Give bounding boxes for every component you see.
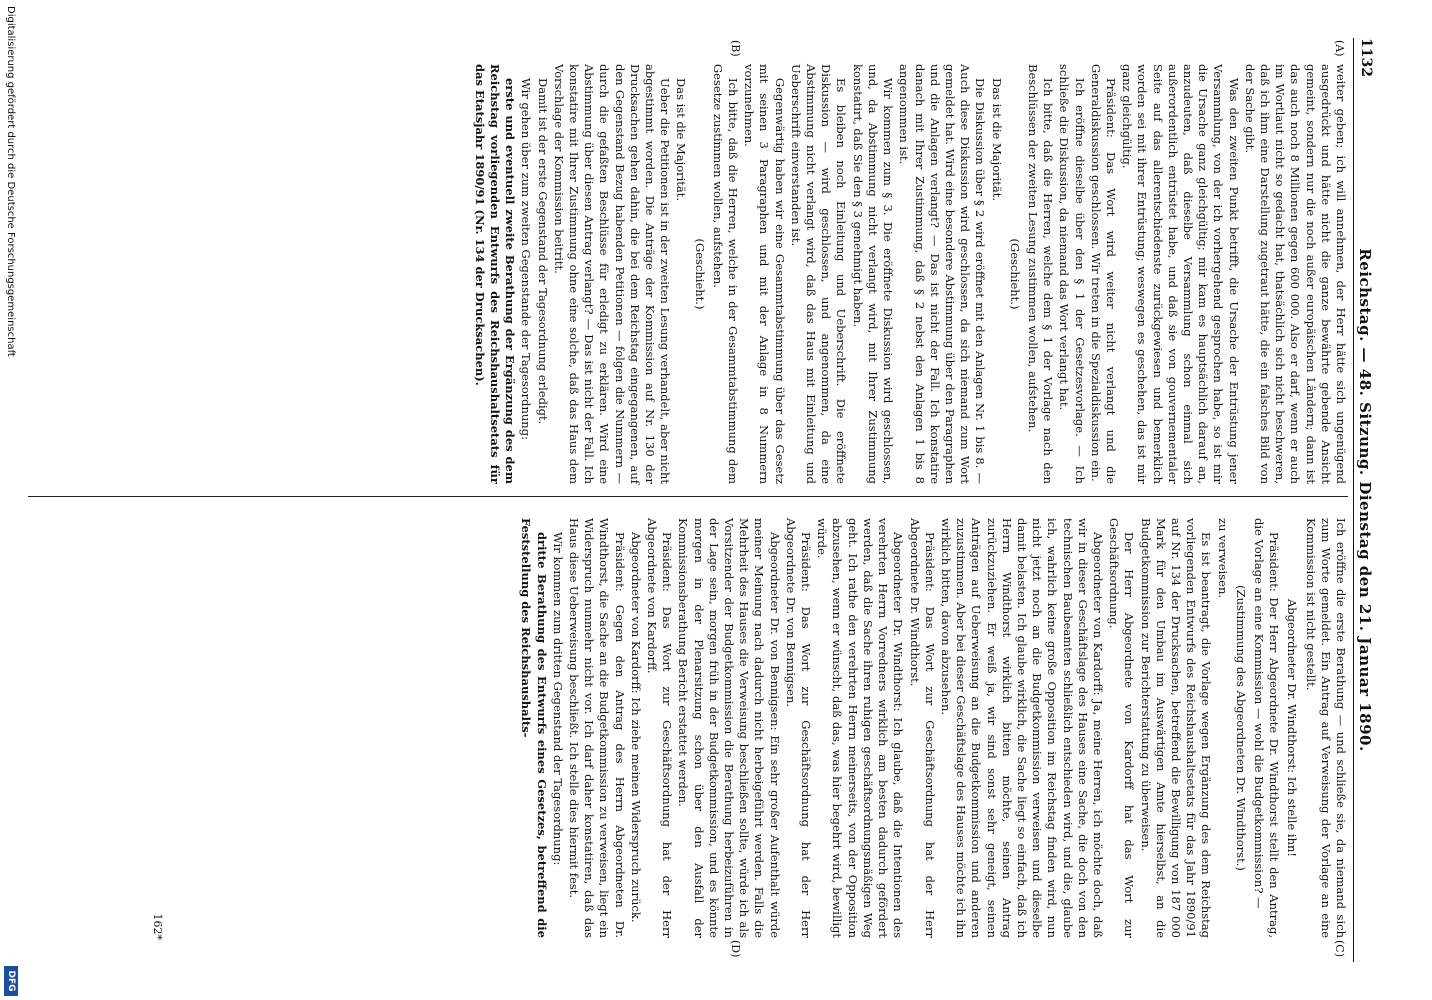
stage-direction: Abgeordneter Dr. Windthorst: Ich stelle ihn! [1285, 598, 1300, 858]
margin-mark-a: (A) [1333, 40, 1346, 57]
page-header [1353, 38, 1376, 962]
paragraph: weiter geben; ich will annehmen, der Herr hätte sich ungenügend ausgedrückt und hätte nicht die ganze bewährte gebende Ansicht gemeint, sondern nur die noch außer europäischen Ländern; dann ist das auch noch 8 Millionen gegen 600 000. Also er darf, wenn er auch im Wortlaut nicht so gedacht hat, thatsächlich sich nicht beschweren, daß ich ihm eine Darstellung zugetraut hätte, die ein falsches Bild von der Sache gibt. [1242, 64, 1348, 484]
paragraph: Gegenwärtig haben wir eine Gesammtabstimmung über das Gesetz mit seinen 3 Paragraphen und mit der Anlage in 8 Nummern vorzunehmen. [742, 64, 787, 484]
paragraph: Wir kommen zum § 3. Die eröffnete Diskussion wird geschlossen, und, da Abstimmung nicht verlangt wird, mit Ihrer Zustimmung konstatirt, daß Sie den § 3 genehmigt haben. [850, 64, 896, 484]
digitization-credit: Digitalisierung gefördert durch die Deutsche Forschungsgemeinschaft [5, 6, 16, 357]
paragraph: Ich eröffne dieselbe über den § 1 der Gesetzesvorlage. — Ich schließe die Diskussion, da niemand das Wort verlangt hat. [1057, 64, 1087, 484]
paragraph: Präsident: Gegen den Antrag des Herrn Abgeordneten Dr. Windthorst, die Sache an die Budgetkommission zu verweisen, liegt ein Widerspruch nunmehr nicht vor. Ich darf daher konstatiren, daß das Haus diese Ueberweisung beschließt. Ich stelle dies hiermit fest. [567, 518, 627, 938]
paragraph: dritte Berathung des Entwurfs eines Gesetzes, betreffend die Feststellung des Reichshaushalts- [519, 518, 549, 938]
stage-direction: (Zustimmung des Abgeordneten Dr. Windthorst.) [1233, 585, 1248, 871]
paragraph: Präsident: Das Wort zur Geschäftsordnung hat der Herr Abgeordnete von Kardorff. [645, 518, 675, 938]
paragraph: Das ist die Majorität. [989, 78, 1004, 202]
paragraph: erste und eventuell zweite Berathung der Ergänzung des dem Reichstag vorliegenden Entwurfs des Reichshaushaltsetats für das Etatsjahr 1890/91 (Nr. 134 der Drucksachen). [472, 64, 518, 484]
paragraph: Das ist die Majorität. [674, 78, 689, 202]
margin-mark-d: (D) [729, 940, 742, 958]
paragraph: Präsident: Das Wort zur Geschäftsordnung hat der Herr Abgeordnete Dr. Windthorst. [907, 518, 937, 938]
paragraph: Was den zweiten Punkt betrifft, die Ursache der Entrüstung jener Versammlung, von der ich vorhergehend gesprochen habe, so ist mir die Ursache ganz gleichgültig; mir kam es hauptsächlich darauf an, anzudeuten, daß dieselbe Versammlung schon einmal sich außerordentlich entrüstet habe, und daß sie von gouvernementaler Seite auf das allerentschiedenste zurückgewiesen und bemerklich worden sei mit ihrer Entrüstung; weswegen es geschehen, das ist mir ganz gleichgültig. [1120, 64, 1241, 484]
column-divider [28, 496, 1348, 497]
paragraph: Präsident: Das Wort zur Geschäftsordnung hat der Herr Abgeordnete Dr. von Bennigsen. [783, 518, 814, 938]
paragraph: Ich eröffne die erste Berathung — und schließe sie, da niemand sich zum Worte gemeldet. Ein Antrag auf Verweisung der Vorlage an eine Kommission ist nicht gestellt. [1303, 518, 1348, 938]
stage-direction: (Geschieht.) [692, 238, 707, 310]
stage-direction: (Geschieht.) [1007, 238, 1022, 310]
right-text-column [517, 518, 1348, 938]
margin-mark-c: (C) [1333, 940, 1346, 957]
paragraph: Ich bitte, daß die Herren, welche dem § 1 der Vorlage nach den Beschlüssen der zweiten Lesung zustimmen wollen, aufstehen. [1025, 64, 1056, 484]
left-text-column [471, 64, 1348, 484]
paragraph: Der Herr Abgeordnete von Kardorff hat das Wort zur Geschäftsordnung. [1107, 518, 1137, 938]
paragraph: Abgeordneter Dr. von Bennigsen: Ein sehr großer Aufenthalt würde meiner Meinung nach dadurch nicht herbeigeführt werden. Falls die Mehrheit des Hauses die Verweisung beschließen sollte, würde ich als Vorsitzender der Budgetkommission die Berathung herbeizuführen in der Lage sein, morgen früh in der Budgetkommission, und es könnte morgen in der Plenarsitzung schon über den Ausfall der Kommissionsberathung Bericht erstattet werden. [676, 518, 782, 938]
paragraph: Präsident: Das Wort wird weiter nicht verlangt und die Generaldiskussion geschlossen. Wir treten in die Spezialdiskussion ein. [1088, 64, 1118, 484]
paragraph: Ich bitte, daß die Herren, welche in der Gesammtabstimmung dem Gesetze zustimmen wollen, aufstehen. [710, 64, 741, 484]
page-signature: 162* [151, 913, 164, 940]
page-number-left: 1132 [1358, 38, 1374, 77]
paragraph: Abgeordneter Dr. Windthorst: Ich glaube, daß die Intentionen des verehrten Herrn Vorredners wirklich am besten dadurch gefördert werden, daß die Sache ihren ruhigen geschäftsordnungsmäßigen Weg geht. Ich rathe den verehrten Herrn meinerseits, von der Opposition abzusehen, wenn er wünscht, daß das, was hier begehrt wird, bewilligt würde. [815, 518, 906, 938]
paragraph: zu verweisen. [1215, 518, 1230, 599]
paragraph: Die Diskussion über § 2 wird eröffnet mit den Anlagen Nr. 1 bis 8. — Auch diese Diskussion wird geschlossen, da sich niemand zum Wort gemeldet hat. Wird eine besondere Abstimmung über den Paragraphen und die Anlagen verlangt? — Das ist nicht der Fall. Ich konstatire danach mit Ihrer Zustimmung, daß § 2 nebst den Anlagen 1 bis 8 angenommen ist. [897, 64, 988, 484]
paragraph: Es ist beantragt, die Vorlage wegen Ergänzung des dem Reichstag vorliegenden Entwurfs des Reichshaushaltsetats für das Jahr 1890/91 auf Nr. 134 der Drucksachen, betreffend die Bewilligung von 187 000 Mark für den Umbau im Auswärtigen Amte hierselbst, an die Budgetkommission zur Berichterstattung zu überweisen. [1138, 518, 1214, 938]
paragraph: Damit ist der erste Gegenstand der Tagesordnung erledigt. [535, 78, 550, 425]
paragraph: Ueber die Petitionen ist in der zweiten Lesung verhandelt, aber nicht abgestimmt worden. Die Anträge der Kommission auf Nr. 130 der Drucksachen gehen dahin, die bei dem Reichstag eingegangenen, auf den Gegenstand Bezug habenden Petitionen — folgen die Nummern — durch die gefaßten Beschlüsse für erledigt zu erklären. Wird eine Abstimmung über diesen Antrag verlangt? — Das ist nicht der Fall. Ich konstatire mit Ihrer Zustimmung ohne eine solche, daß das Haus dem Vorschlage der Kommission beitritt. [551, 64, 673, 484]
paragraph: Präsident: Der Herr Abgeordnete Dr. Windthorst stellt den Antrag, die Vorlage an eine Kommission — wohl die Budgetkommission? — [1251, 518, 1282, 938]
paragraph: Wir kommen zum dritten Gegenstand der Tagesordnung: [550, 532, 565, 866]
paragraph: Abgeordneter von Kardorff: Ich ziehe meinen Widerspruch zurück. [628, 532, 643, 923]
paragraph: Es bleiben noch Einleitung und Ueberschrift. Die eröffnete Diskussion — wird geschlossen, und angenommen, da eine Abstimmung nicht verlangt wird, daß das Haus mit Einleitung und Ueberschrift einverstanden ist. [788, 64, 849, 484]
paragraph: Abgeordneter von Kardorff: Ja, meine Herren, ich möchte doch, daß wir in dieser Geschäftslage des Hauses eine Sache, die doch von den technischen Baubeamten schließlich entschieden wird, und die, glaube ich, wahrlich keine große Opposition im Reichstag finden wird, nun nicht jetzt noch an die Budgetkommission verweisen und dieselbe damit belasten. Ich glaube wirklich, die Sache liegt so einfach, daß ich Herrn Windthorst wirklich bitten möchte, seinen Antrag zurückzuziehen. Er weiß ja, wir sind sonst sehr geneigt, seinen Anträgen auf Ueberweisung an die Budgetkommission und anderen zuzustimmen. Aber bei dieser Geschäftslage des Hauses möchte ich ihn wirklich bitten, davon abzusehen. [938, 518, 1105, 938]
paragraph: Wir gehen über zum zweiten Gegenstande der Tagesordnung: [519, 78, 534, 440]
margin-mark-b: (B) [729, 40, 742, 57]
running-title: Reichstag. — 48. Sitzung. Dienstag den 21. Januar 1890. [1356, 248, 1374, 752]
dfg-logo: DFG [4, 966, 18, 996]
